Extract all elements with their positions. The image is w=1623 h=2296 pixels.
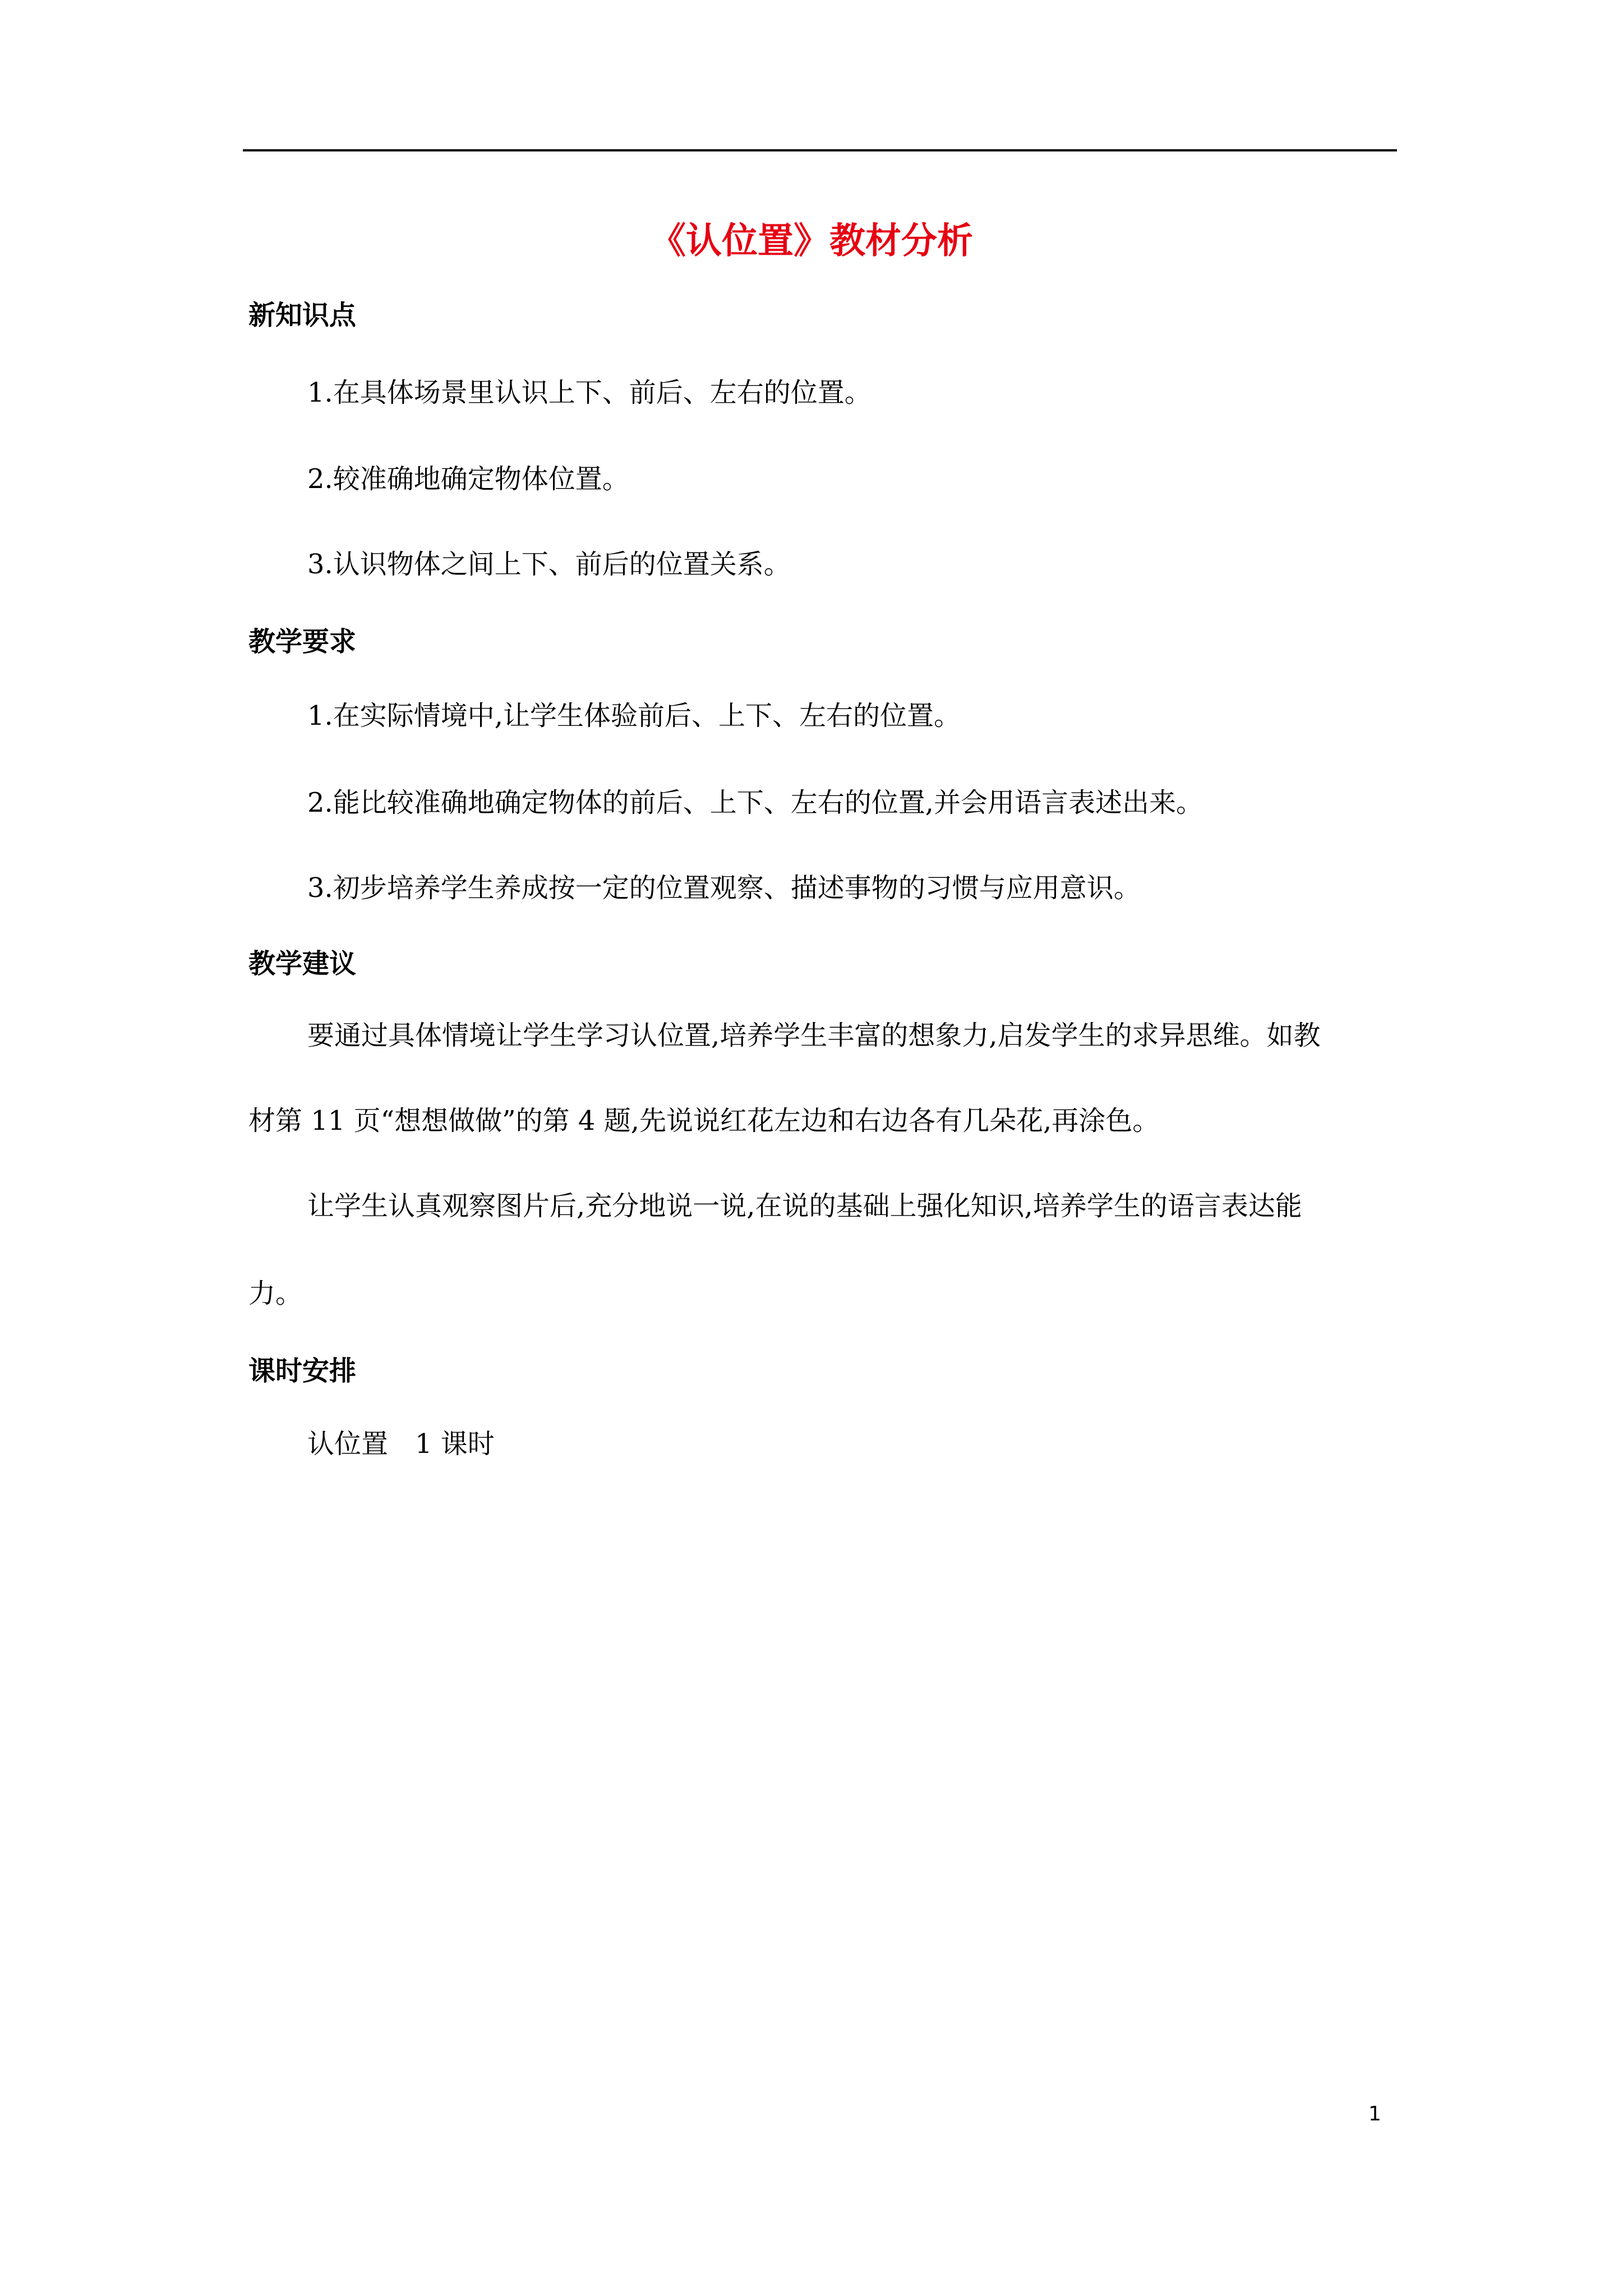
page-number: 1 — [1368, 2102, 1381, 2125]
requirement-item-3: 3.初步培养学生养成按一定的位置观察、描述事物的习惯与应用意识。 — [307, 872, 1141, 904]
knowledge-item-1: 1.在具体场景里认识上下、前后、左右的位置。 — [307, 377, 872, 408]
suggestion-paragraph-2-line-2: 力。 — [248, 1278, 303, 1309]
suggestion-paragraph-1-line-2: 材第 11 页“想想做做”的第 4 题,先说说红花左边和右边各有几朵花,再涂色。 — [248, 1105, 1160, 1137]
knowledge-item-3: 3.认识物体之间上下、前后的位置关系。 — [307, 549, 791, 580]
document-title: 《认位置》教材分析 — [650, 220, 973, 262]
suggestion-paragraph-2-line-1: 让学生认真观察图片后,充分地说一说,在说的基础上强化知识,培养学生的语言表达能 — [307, 1190, 1302, 1222]
section-heading-new-knowledge: 新知识点 — [248, 300, 357, 331]
header-rule — [243, 149, 1397, 151]
section-heading-teaching-requirements: 教学要求 — [248, 626, 357, 657]
schedule-item: 认位置 1 课时 — [307, 1428, 495, 1460]
requirement-item-2: 2.能比较准确地确定物体的前后、上下、左右的位置,并会用语言表述出来。 — [307, 787, 1204, 818]
section-heading-lesson-schedule: 课时安排 — [248, 1355, 357, 1387]
requirement-item-1: 1.在实际情境中,让学生体验前后、上下、左右的位置。 — [307, 700, 961, 731]
section-heading-teaching-suggestions: 教学建议 — [248, 948, 357, 979]
suggestion-paragraph-1-line-1: 要通过具体情境让学生学习认位置,培养学生丰富的想象力,启发学生的求异思维。如教 — [307, 1020, 1321, 1051]
knowledge-item-2: 2.较准确地确定物体位置。 — [307, 463, 629, 495]
